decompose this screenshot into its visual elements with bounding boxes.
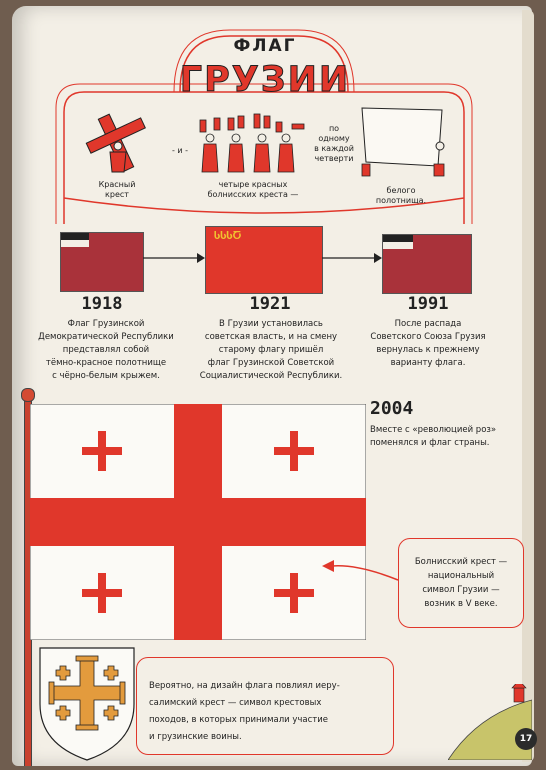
title-small: ФЛАГ	[233, 36, 297, 56]
year-2004: 2004	[370, 398, 414, 419]
text-1918: Флаг Грузинской Демократической Республики представлял собой тёмно-красное полотнище с чёрно-белым крыжем.	[38, 319, 174, 381]
year-1921: 1921	[249, 294, 291, 314]
arrow-1	[143, 252, 205, 264]
flag-2004	[30, 404, 366, 640]
text-1991: После распада Советского Союза Грузия вернулась к прежнему варианту флага.	[370, 319, 486, 368]
crosses-caption: четыре красных болнисских креста —	[207, 180, 299, 199]
flag-1921	[205, 226, 323, 294]
four-crosses-figure	[196, 110, 308, 174]
year-1991: 1991	[407, 294, 449, 314]
bolnisi-callout: Болнисский крест — национальный символ Грузии — возник в V веке.	[398, 538, 524, 628]
each-quarter-caption: по одному в каждой четверти	[314, 124, 354, 163]
title-big: ГРУЗИИ	[179, 60, 351, 100]
callout-arrow	[318, 556, 400, 584]
flag-pole-finial	[21, 388, 35, 402]
white-caption: белого полотнища.	[375, 186, 427, 205]
hill-with-church	[448, 684, 532, 760]
page-number: 17	[515, 728, 537, 750]
arrow-2	[322, 252, 382, 264]
flag-1921-lettering: ႱႱႱႠ	[214, 231, 242, 242]
jerusalem-callout: Вероятно, на дизайн флага повлиял иеру- салимский крест — символ крестовых походов, в которых принимали участие и грузинские воины.	[136, 657, 394, 755]
text-1921: В Грузии установилась советская власть, и на смену старому флагу пришёл флаг Грузинской Советской Социалистической Республики.	[199, 319, 343, 381]
flag-1991	[382, 234, 472, 294]
red-cross-figure	[78, 112, 158, 174]
white-cloth-figure	[358, 106, 450, 178]
flag-1918	[60, 232, 144, 292]
page-edge	[522, 10, 534, 762]
jerusalem-cross-shield	[36, 644, 138, 762]
cross-caption: Красный крест	[98, 180, 136, 199]
text-2004: Вместе с «революцией роз» поменялся и флаг страны.	[370, 425, 497, 448]
year-1918: 1918	[81, 294, 123, 314]
plus-sign: - и -	[171, 146, 189, 155]
